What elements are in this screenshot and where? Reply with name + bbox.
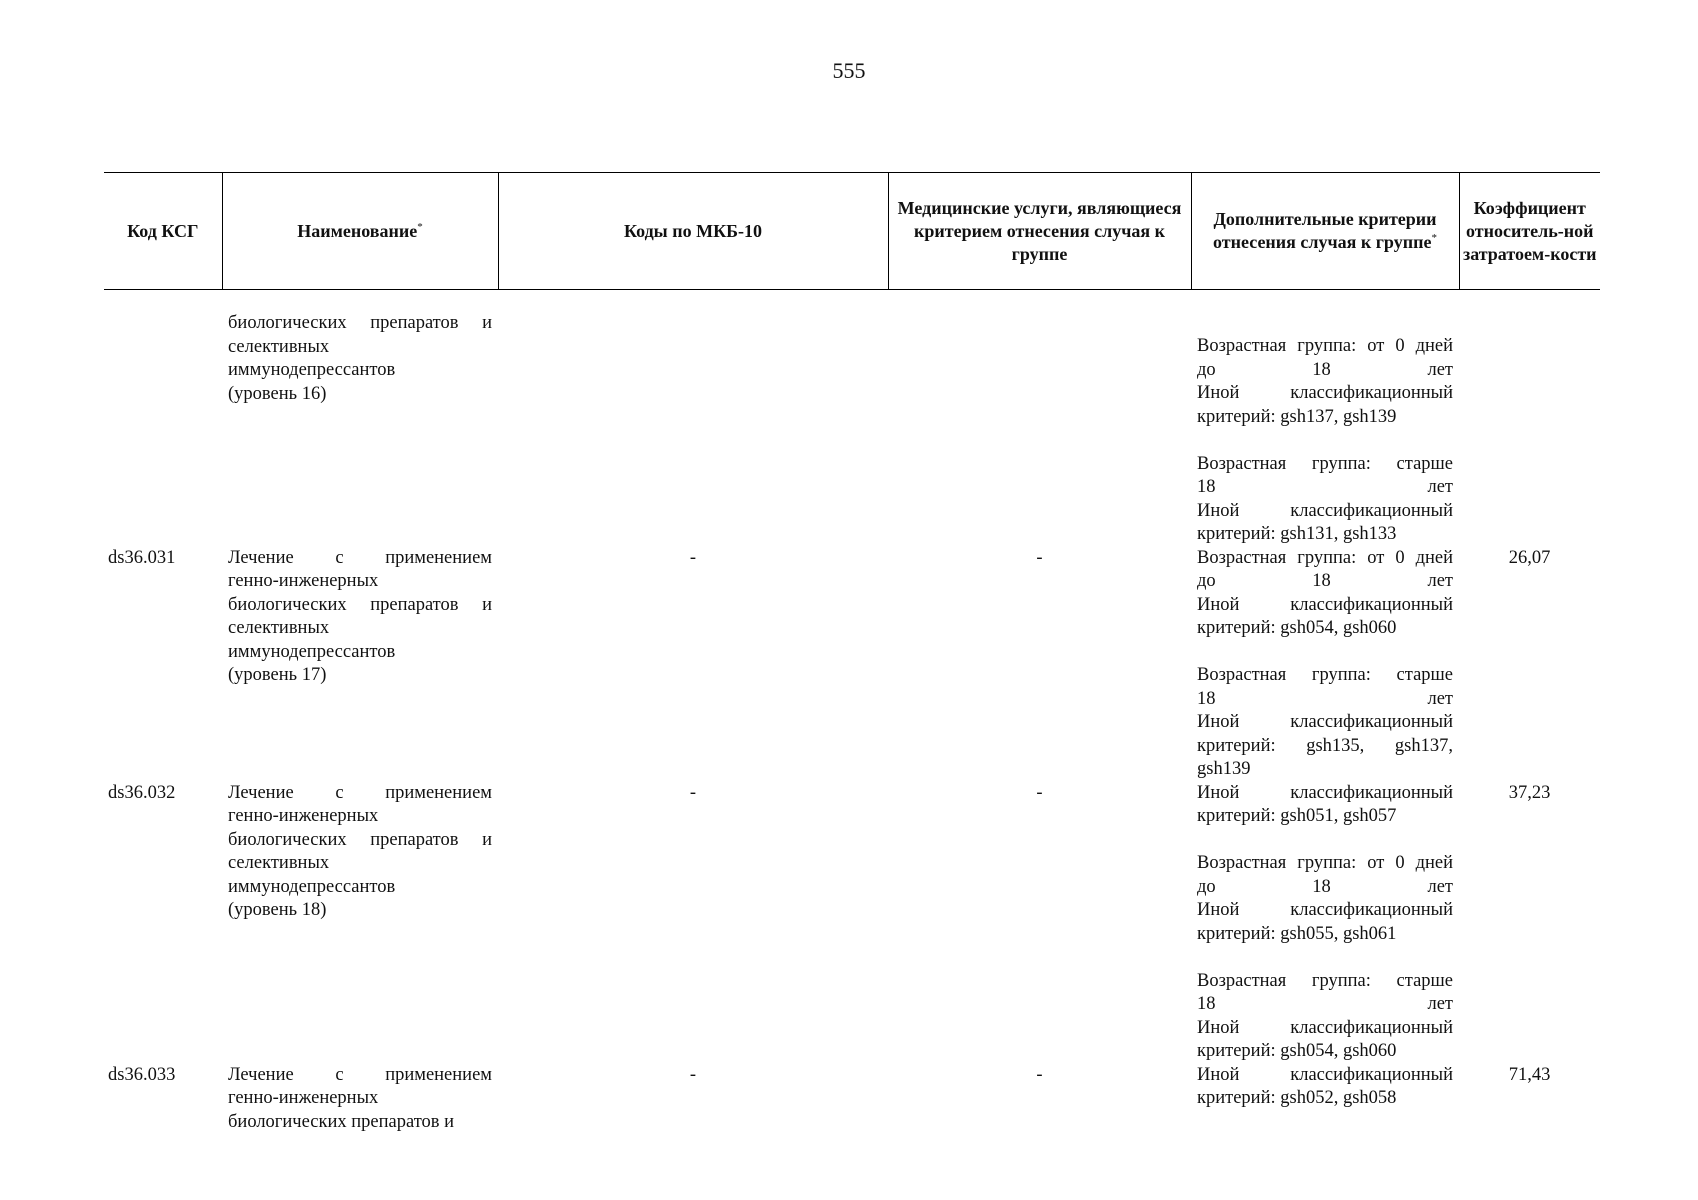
criteria-line: до 18 лет <box>1197 876 1453 897</box>
footnote-mark: * <box>417 220 423 233</box>
criteria-line: критерий: gsh054, gsh060 <box>1197 618 1397 638</box>
cell-coef: 26,07 <box>1508 547 1551 568</box>
cell-criteria <box>1191 782 1459 1064</box>
cell-icd: - <box>689 1064 697 1085</box>
criteria-line: Иной классификационный <box>1197 500 1453 521</box>
name-line: Лечение с применением <box>228 1064 492 1085</box>
table-row <box>104 1064 1600 1135</box>
criteria-line: критерий: gsh131, gsh133 <box>1197 524 1397 544</box>
criteria-block <box>1197 453 1453 547</box>
name-line: селективных <box>228 618 330 638</box>
header-name: Наименование* <box>222 173 498 290</box>
cell-code <box>104 290 222 547</box>
header-services: Медицинские услуги, являющиеся критерием отнесения случая к группе <box>888 173 1191 290</box>
name-line: биологических препаратов и <box>228 313 492 333</box>
name-line: иммунодепрессантов <box>228 360 396 380</box>
name-line: селективных <box>228 853 330 873</box>
criteria-line: gsh139 <box>1197 759 1251 779</box>
name-line: Лечение с применением <box>228 547 492 568</box>
table-body <box>104 290 1600 1135</box>
name-line: иммунодепрессантов <box>228 641 396 662</box>
criteria-line: Возрастная группа: старше <box>1197 970 1453 991</box>
cell-name <box>222 1064 498 1135</box>
cell-coef: 37,23 <box>1508 782 1551 803</box>
name-line: селективных <box>228 336 330 357</box>
name-line: (уровень 17) <box>228 665 327 685</box>
name-line: (уровень 18) <box>228 900 327 920</box>
criteria-line: критерий: gsh055, gsh061 <box>1197 923 1397 944</box>
criteria-line: Возрастная группа: от 0 дней <box>1197 336 1453 356</box>
criteria-line: критерий: gsh051, gsh057 <box>1197 806 1397 826</box>
criteria-line: Иной классификационный <box>1197 782 1453 803</box>
name-line: генно-инженерных <box>228 1088 379 1108</box>
criteria-line: Возрастная группа: от 0 дней <box>1197 547 1453 568</box>
criteria-line: до 18 лет <box>1197 359 1453 380</box>
criteria-block <box>1197 335 1453 429</box>
table-row <box>104 547 1600 782</box>
criteria-line: Иной классификационный <box>1197 1017 1453 1038</box>
cell-coef <box>1459 290 1600 547</box>
criteria-line: Иной классификационный <box>1197 712 1453 732</box>
table-row <box>104 782 1600 1064</box>
criteria-line: критерий: gsh137, gsh139 <box>1197 406 1397 427</box>
criteria-block <box>1197 664 1453 782</box>
criteria-block <box>1197 852 1453 946</box>
criteria-line: 18 лет <box>1197 994 1453 1014</box>
footnote-mark: * <box>1431 232 1437 244</box>
cell-criteria <box>1191 547 1459 782</box>
cell-services: - <box>1036 1064 1043 1085</box>
cell-name <box>222 547 498 782</box>
criteria-line: критерий: gsh052, gsh058 <box>1197 1088 1397 1108</box>
cell-code: ds36.031 <box>108 547 176 568</box>
table-row-continuation <box>104 290 1600 547</box>
criteria-line: Возрастная группа: от 0 дней <box>1197 853 1453 873</box>
cell-name <box>222 782 498 1064</box>
name-line: (уровень 16) <box>228 383 327 404</box>
criteria-line: Иной классификационный <box>1197 1064 1453 1085</box>
criteria-line: Возрастная группа: старше <box>1197 665 1453 685</box>
name-line: биологических препаратов и <box>228 594 492 615</box>
criteria-block <box>1197 1064 1453 1111</box>
header-icd: Коды по МКБ-10 <box>498 173 888 290</box>
criteria-line: Возрастная группа: старше <box>1197 453 1453 474</box>
cell-criteria <box>1191 1064 1459 1135</box>
page-number: 555 <box>832 58 866 83</box>
header-coef: Коэффициент относитель-ной затратоем-кости <box>1459 173 1600 290</box>
cell-name <box>222 290 498 547</box>
cell-services <box>888 290 1191 547</box>
criteria-block <box>1197 970 1453 1064</box>
criteria-line: критерий: gsh135, gsh137, <box>1197 735 1453 756</box>
name-line: генно-инженерных <box>228 806 379 826</box>
cell-coef: 71,43 <box>1508 1064 1551 1085</box>
cell-icd <box>498 290 888 547</box>
cell-services: - <box>1036 782 1043 803</box>
header-code: Код КСГ <box>104 173 222 290</box>
header-criteria: Дополнительные критерии отнесения случая к группе* <box>1191 173 1459 290</box>
criteria-line: Иной классификационный <box>1197 900 1453 920</box>
cell-code: ds36.033 <box>108 1064 176 1085</box>
ksg-table <box>104 172 1600 1134</box>
criteria-line: Иной классификационный <box>1197 594 1453 615</box>
criteria-block <box>1197 547 1453 641</box>
criteria-line: Иной классификационный <box>1197 383 1453 403</box>
cell-criteria <box>1191 290 1459 547</box>
name-line: биологических препаратов и <box>228 829 492 850</box>
criteria-line: 18 лет <box>1197 477 1453 497</box>
criteria-line: 18 лет <box>1197 688 1453 709</box>
name-line: генно-инженерных <box>228 571 379 591</box>
cell-services: - <box>1036 547 1043 568</box>
cell-icd: - <box>689 782 697 803</box>
criteria-block <box>1197 782 1453 829</box>
cell-icd: - <box>689 547 697 568</box>
name-line: иммунодепрессантов <box>228 876 396 897</box>
name-line: биологических препаратов и <box>228 1111 455 1132</box>
table-header-row <box>104 173 1600 290</box>
name-line: Лечение с применением <box>228 782 492 803</box>
criteria-line: до 18 лет <box>1197 571 1453 591</box>
cell-code: ds36.032 <box>108 782 176 803</box>
criteria-line: критерий: gsh054, gsh060 <box>1197 1041 1397 1061</box>
